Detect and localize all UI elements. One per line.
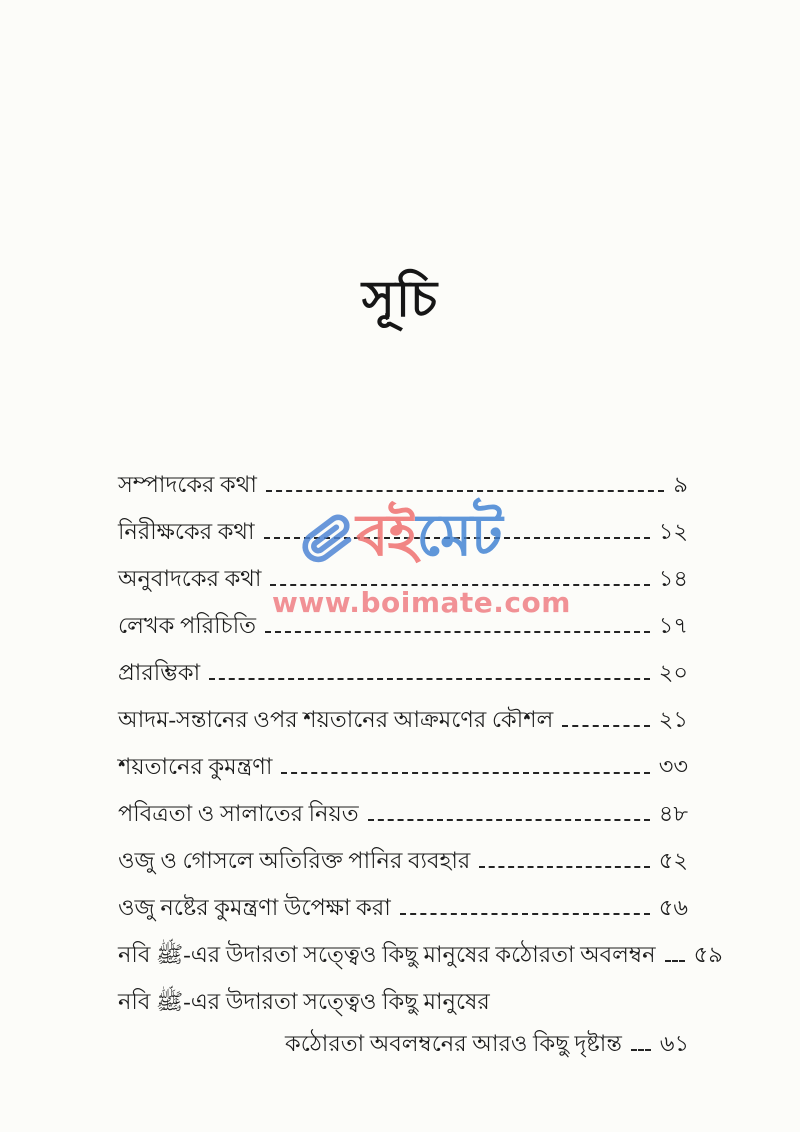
- toc-entry: [118, 940, 723, 970]
- toc-entry: [118, 705, 688, 735]
- toc-entry-label: নিরীক্ষকের কথা: [118, 519, 255, 544]
- dotted-leader: [368, 819, 650, 821]
- dotted-leader: [479, 866, 650, 868]
- toc-page-number: ৪৮: [658, 801, 688, 826]
- toc-entry-continuation: [118, 1029, 688, 1059]
- toc-entry-label: ওজু নষ্টের কুমন্ত্রণা উপেক্ষা করা: [118, 895, 391, 920]
- toc-entry: [118, 564, 688, 594]
- toc-entry: [118, 470, 688, 500]
- toc-entry: [118, 799, 688, 829]
- toc-entry-label: লেখক পরিচিতি: [118, 613, 257, 638]
- dotted-leader: [270, 584, 649, 586]
- toc-entry: [118, 893, 688, 923]
- dotted-leader: [266, 490, 664, 492]
- toc-entry-label: শয়তানের কুমন্ত্রণা: [118, 754, 273, 779]
- dotted-leader: [562, 725, 649, 727]
- toc-page-number: ২১: [658, 707, 688, 732]
- toc-page-number: ৩৩: [658, 754, 688, 779]
- toc-page-number: ৫২: [658, 848, 688, 873]
- toc-entry: [118, 611, 688, 641]
- toc-entry: [118, 517, 688, 547]
- dotted-leader: [265, 631, 650, 633]
- toc-entry-label: ওজু ও গোসলে অতিরিক্ত পানির ব্যবহার: [118, 848, 471, 873]
- logo-text-blue: মেট: [416, 500, 502, 569]
- toc-entry: [118, 846, 688, 876]
- toc-entry-label: নবি ﷺ-এর উদারতা সত্ত্বেও কিছু মানুষের কঠোরতা অবলম্বন: [118, 942, 656, 967]
- toc-page-number: ৯: [673, 472, 688, 497]
- toc-page-number: ২০: [658, 660, 688, 685]
- toc-entry-label: নবি ﷺ-এর উদারতা সত্ত্বেও কিছু মানুষের: [118, 989, 490, 1014]
- toc-entry-label: অনুবাদকের কথা: [118, 566, 262, 591]
- toc-page-number: ১৪: [658, 566, 688, 591]
- toc-entry-label: প্রারম্ভিকা: [118, 660, 201, 685]
- toc-page-number: ১৭: [658, 613, 688, 638]
- toc-page-number: ৫৬: [658, 895, 688, 920]
- toc-entry-label: পবিত্রতা ও সালাতের নিয়ত: [118, 801, 359, 826]
- dotted-leader: [264, 537, 650, 539]
- toc-entry-label: আদম-সন্তানের ওপর শয়তানের আক্রমণের কৌশল: [118, 707, 554, 732]
- table-of-contents: [118, 470, 723, 1076]
- watermark-url: www.boimate.com: [272, 586, 571, 619]
- dotted-leader: [400, 913, 650, 915]
- dotted-leader: [631, 1049, 651, 1051]
- toc-entry-label: সম্পাদকের কথা: [118, 472, 257, 497]
- toc-page-number: ৫৯: [693, 942, 723, 967]
- dotted-leader: [665, 960, 685, 962]
- dotted-leader: [281, 772, 649, 774]
- logo-text-red: বই: [356, 500, 417, 569]
- dotted-leader: [209, 678, 650, 680]
- toc-page-number: ১২: [658, 519, 688, 544]
- toc-page-number: ৬১: [659, 1031, 690, 1056]
- toc-entry: [118, 658, 688, 688]
- page-title: সূচি: [361, 271, 439, 327]
- toc-entry-label: কঠোরতা অবলম্বনের আরও কিছু দৃষ্টান্ত: [285, 1031, 622, 1056]
- toc-entry: [118, 752, 688, 782]
- toc-entry: [118, 987, 688, 1017]
